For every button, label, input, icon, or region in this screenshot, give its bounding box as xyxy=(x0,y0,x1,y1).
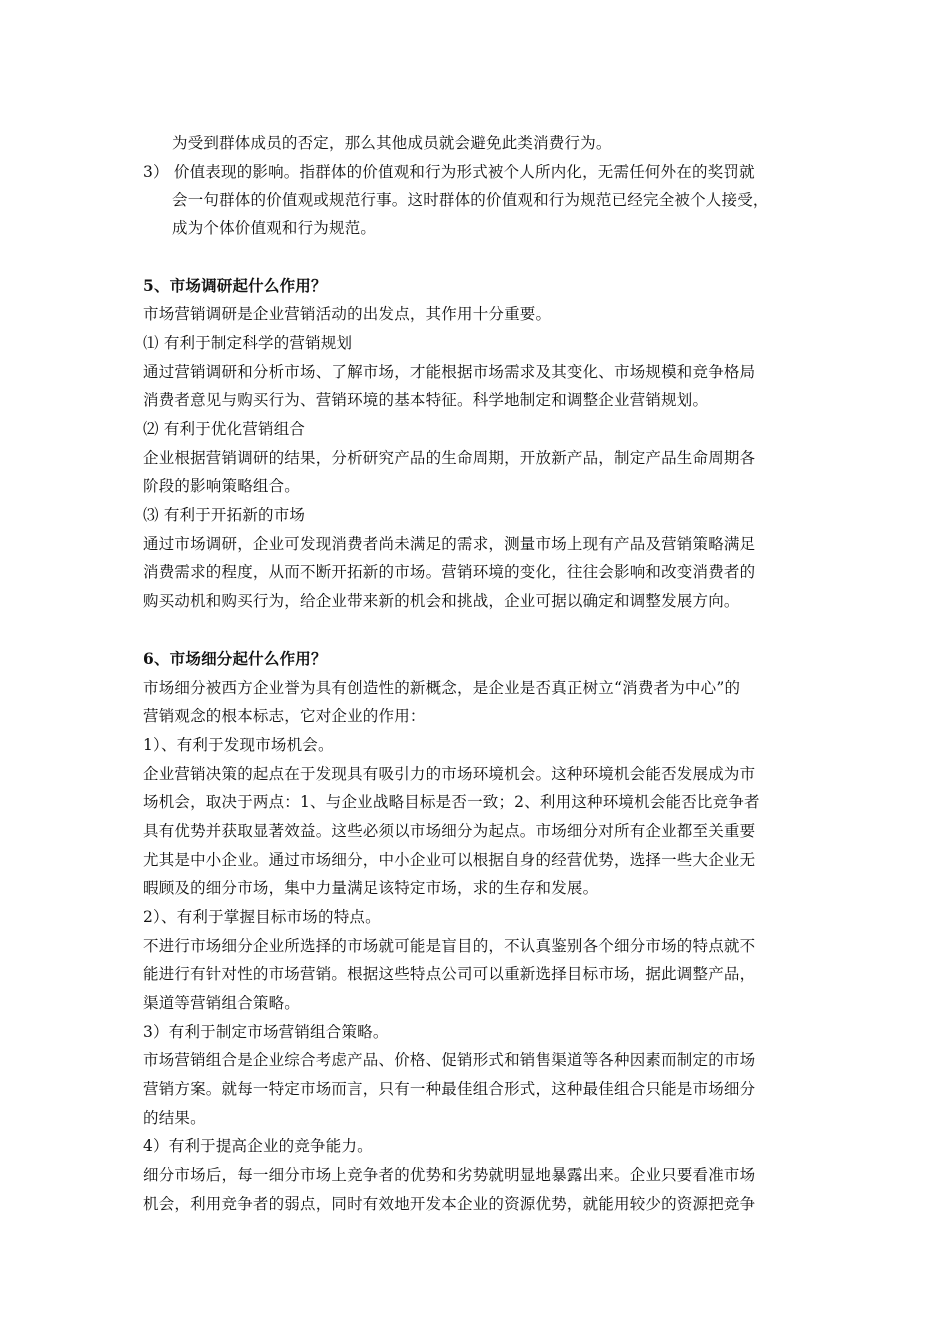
section-heading-6: 6、市场细分起什么作用？ xyxy=(143,649,327,668)
paragraph-line: 市场营销调研是企业营销活动的出发点，其作用十分重要。 xyxy=(143,305,552,323)
paragraph-line: 消费需求的程度，从而不断开拓新的市场。营销环境的变化，往往会影响和改变消费者的 xyxy=(143,563,756,581)
text-line: 为受到群体成员的否定，那么其他成员就会避免此类消费行为。 xyxy=(172,134,612,152)
paragraph-line: 通过营销调研和分析市场、了解市场，才能根据市场需求及其变化、市场规模和竞争格局 xyxy=(143,363,756,381)
subheading: ⑶ 有利于开拓新的市场 xyxy=(143,506,306,524)
paragraph-line: 的结果。 xyxy=(143,1109,206,1127)
paragraph-line: 渠道等营销组合策略。 xyxy=(143,994,301,1012)
paragraph-line: 不进行市场细分企业所选择的市场就可能是盲目的，不认真鉴别各个细分市场的特点就不 xyxy=(143,937,756,955)
paragraph-line: 消费者意见与购买行为、营销环境的基本特征。科学地制定和调整企业营销规划。 xyxy=(143,391,709,409)
paragraph-line: 市场营销组合是企业综合考虑产品、价格、促销形式和销售渠道等各种因素而制定的市场 xyxy=(143,1051,756,1069)
subheading: ⑵ 有利于优化营销组合 xyxy=(143,420,306,438)
paragraph-line: 市场细分被西方企业誉为具有创造性的新概念，是企业是否真正树立“消费者为中心”的 xyxy=(143,679,741,697)
list-item-3: 3） 价值表现的影响。指群体的价值观和行为形式被个人所内化，无需任何外在的奖罚就 xyxy=(143,163,755,181)
text-line: 会一句群体的价值观或规范行事。这时群体的价值观和行为规范已经完全被个人接受， xyxy=(172,191,769,209)
subheading: 1）、有利于发现市场机会。 xyxy=(143,736,334,754)
paragraph-line: 尤其是中小企业。通过市场细分，中小企业可以根据自身的经营优势，选择一些大企业无 xyxy=(143,851,756,869)
paragraph-line: 机会，利用竞争者的弱点，同时有效地开发本企业的资源优势，就能用较少的资源把竞争 xyxy=(143,1195,756,1213)
subheading: 4）有利于提高企业的竞争能力。 xyxy=(143,1137,373,1155)
paragraph-line: 购买动机和购买行为，给企业带来新的机会和挑战，企业可据以确定和调整发展方向。 xyxy=(143,592,740,610)
paragraph-line: 能进行有针对性的市场营销。根据这些特点公司可以重新选择目标市场，据此调整产品， xyxy=(143,965,756,983)
text-line: 成为个体价值观和行为规范。 xyxy=(172,219,377,237)
subheading: 3）有利于制定市场营销组合策略。 xyxy=(143,1023,389,1041)
paragraph-line: 细分市场后，每一细分市场上竞争者的优势和劣势就明显地暴露出来。企业只要看准市场 xyxy=(143,1166,756,1184)
paragraph-line: 暇顾及的细分市场，集中力量满足该特定市场，求的生存和发展。 xyxy=(143,879,599,897)
section-heading-5: 5、市场调研起什么作用？ xyxy=(143,276,327,295)
subheading: ⑴ 有利于制定科学的营销规划 xyxy=(143,334,353,352)
paragraph-line: 通过市场调研，企业可发现消费者尚未满足的需求，测量市场上现有产品及营销策略满足 xyxy=(143,535,756,553)
paragraph-line: 营销观念的根本标志，它对企业的作用： xyxy=(143,707,426,725)
paragraph-line: 企业根据营销调研的结果，分析研究产品的生命周期，开放新产品，制定产品生命周期各 xyxy=(143,449,756,467)
paragraph-line: 阶段的影响策略组合。 xyxy=(143,477,301,495)
paragraph-line: 具有优势并获取显著效益。这些必须以市场细分为起点。市场细分对所有企业都至关重要 xyxy=(143,822,756,840)
paragraph-line: 营销方案。就每一特定市场而言，只有一种最佳组合形式，这种最佳组合只能是市场细分 xyxy=(143,1080,756,1098)
paragraph-line: 场机会，取决于两点：1、与企业战略目标是否一致；2、利用这种环境机会能否比竞争者 xyxy=(143,793,760,811)
subheading: 2）、有利于掌握目标市场的特点。 xyxy=(143,908,381,926)
paragraph-line: 企业营销决策的起点在于发现具有吸引力的市场环境机会。这种环境机会能否发展成为市 xyxy=(143,765,756,783)
